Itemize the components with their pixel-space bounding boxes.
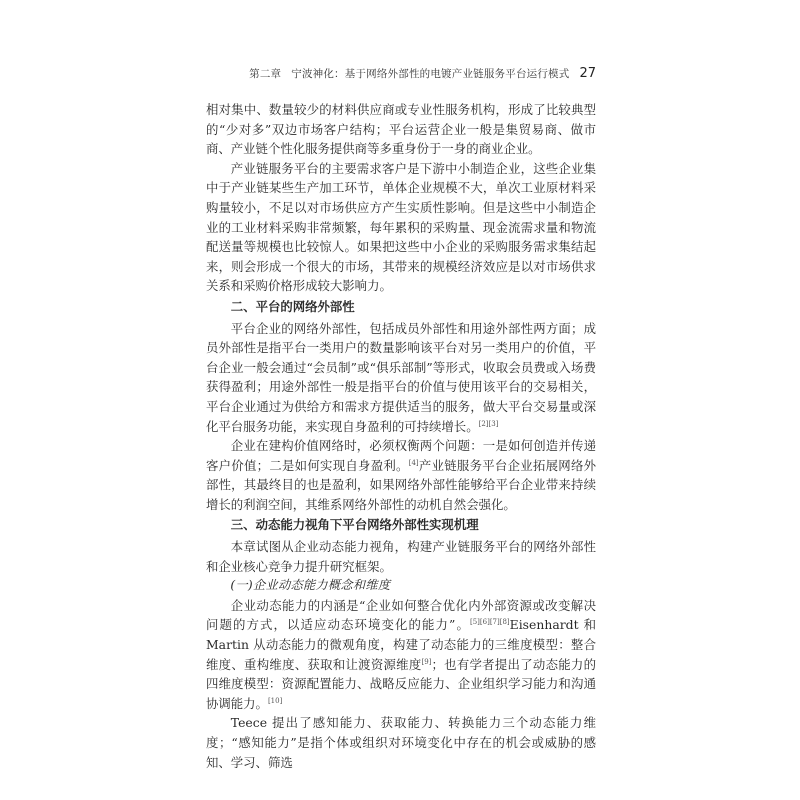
citation-10: [10] [267, 696, 283, 705]
subsection-heading-1: (一)企业动态能力概念和维度 [230, 578, 391, 593]
paragraph-4 [206, 436, 596, 514]
paragraph-6-text-b: Eisenhardt 和 Martin 从动态能力的微观角度，构建了动态能力的三维度模型：整合维度、重构维度、获取和让渡资源维度 [206, 617, 596, 672]
header-chapter: 第二章 [249, 68, 282, 80]
paragraph-7: Teece 提出了感知能力、获取能力、转换能力三个动态能力维度；“感知能力”是指个体或组织对环境变化中存在的机会或威胁的感知、学习、筛选 [206, 715, 596, 770]
paragraph-1: 相对集中、数量较少的材料供应商或专业性服务机构，形成了比较典型的“少对多”双边市场客户结构；平台运营企业一般是集贸易商、做市商、产业链个性化服务提供商等多重身份于一身的商业企业。 [206, 102, 596, 157]
paragraph-3-text: 平台企业的网络外部性，包括成员外部性和用途外部性两方面；成员外部性是指平台一类用户的数量影响该平台对另一类用户的价值，平台企业一般会通过“会员制”或“俱乐部制”等形式，收取会员费或入场费获得盈利；用途外部性一般是指平台的价值与使用该平台的交易相关，平台企业通过为供给方和需求方提供适当的服务，做大平台交易量或深化平台服务功能，来实现自身盈利的可持续增长。 [206, 320, 596, 434]
citation-9: [9] [421, 657, 432, 666]
running-header [206, 66, 596, 81]
citation-5-8: [5][6][7][8] [470, 618, 510, 627]
paragraph-3 [206, 319, 596, 437]
paragraph-5: 本章试图从企业动态能力视角，构建产业链服务平台的网络外部性和企业核心竞争力提升研究框架。 [206, 539, 596, 574]
paragraph-6-text-c: ；也有学者提出了动态能力的四维度模型：资源配置能力、战略反应能力、企业组织学习能力和沟通协调能力。 [206, 656, 597, 711]
paragraph-6 [206, 596, 596, 714]
paragraph-2: 产业链服务平台的主要需求客户是下游中小制造企业，这些企业集中于产业链某些生产加工环节，单体企业规模不大，单次工业原材料采购量较小，不足以对市场供应方产生实质性影响。但是这些中小制造企业的工业材料采购非常频繁，每年累积的采购量、现金流需求量和物流配送量等规模也比较惊人。如果把这些中小企业的采购服务需求集结起来，则会形成一个很大的市场，其带来的规模经济效应是以对市场供求关系和采购价格形成较大影响力。 [206, 160, 596, 294]
header-title: 宁波神化：基于网络外部性的电镀产业链服务平台运行模式 [291, 68, 570, 80]
citation-4: [4] [408, 458, 419, 467]
page-number: 27 [579, 66, 596, 81]
body-text [206, 100, 596, 772]
paragraph-4-text-a: 企业在建构价值网络时，必须权衡两个问题：一是如何创造并传递客户价值；二是如何实现自身盈利。 [206, 438, 596, 473]
section-heading-2: 二、平台的网络外部性 [230, 298, 355, 314]
section-heading-3: 三、动态能力视角下平台网络外部性实现机理 [230, 517, 479, 533]
citation-2-3: [2][3] [478, 419, 499, 428]
paragraph-4-text-b: 产业链服务平台企业拓展网络外部性，其最终目的也是盈利，如果网络外部性能够给平台企业带来持续增长的利润空间，其维系网络外部性的动机自然会强化。 [206, 457, 597, 512]
paragraph-6-text-a: 企业动态能力的内涵是“企业如何整合优化内外部资源或改变解决问题的方式，以适应动态环境变化的能力”。 [206, 597, 596, 633]
